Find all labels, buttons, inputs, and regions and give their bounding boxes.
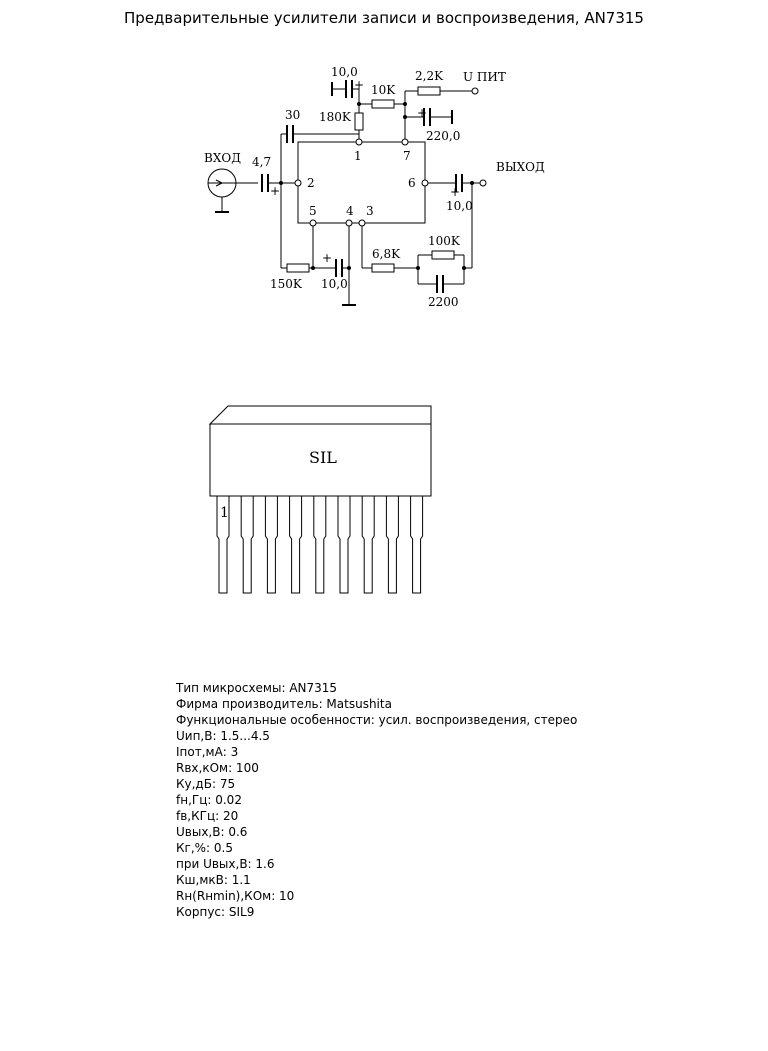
plus-sign: +: [450, 185, 461, 199]
pin1-label: 1: [220, 505, 229, 521]
package-lead: [362, 496, 374, 593]
supply-label: U ПИТ: [463, 70, 506, 84]
pin-number: 3: [366, 204, 374, 218]
specs-list: [176, 680, 577, 920]
package-lead: [411, 496, 423, 593]
c-fb-label: 30: [285, 108, 301, 122]
spec-line: Корпус: SIL9: [176, 905, 255, 919]
spec-line: Ку,дБ: 75: [176, 777, 236, 791]
spec-line: fв,КГц: 20: [176, 809, 239, 823]
spec-line: Кг,%: 0.5: [176, 841, 233, 855]
r-bias-label: 180K: [319, 110, 351, 124]
pin-number: 1: [354, 149, 362, 163]
spec-line: при Uвых,В: 1.6: [176, 857, 275, 871]
spec-line: fн,Гц: 0.02: [176, 793, 242, 807]
c-pin5-label: 10,0: [321, 277, 348, 291]
package-lead: [338, 496, 350, 593]
package-lead: [241, 496, 253, 593]
spec-line: Rвх,кОм: 100: [176, 761, 259, 775]
spec-line: Тип микросхемы: AN7315: [176, 681, 338, 695]
plus-sign: +: [322, 251, 333, 265]
r-eq1-label: 6,8K: [372, 247, 401, 261]
pin-number: 6: [408, 176, 416, 190]
package-name: SIL: [309, 448, 337, 467]
package-lead: [265, 496, 277, 593]
r-supply-label: 2,2K: [415, 69, 444, 83]
input-label: ВХОД: [204, 151, 241, 165]
spec-line: Rн(Rнmin),КОм: 10: [176, 889, 295, 903]
package-top: [210, 406, 431, 424]
spec-line: Фирма производитель: Matsushita: [176, 697, 392, 711]
pin-number: 2: [307, 176, 315, 190]
plus-sign: +: [354, 78, 365, 92]
spec-line: Кш,мкВ: 1.1: [176, 873, 251, 887]
r-eq2-label: 100K: [428, 234, 460, 248]
spec-line: Iпот,мА: 3: [176, 745, 239, 759]
page-title: Предварительные усилители записи и воспроизведения, AN7315: [124, 9, 644, 27]
c-eq-label: 2200: [428, 295, 459, 309]
package-lead: [314, 496, 326, 593]
r-fb-label: 150K: [270, 277, 302, 291]
pin-number: 4: [346, 204, 354, 218]
plus-sign: +: [270, 184, 281, 198]
spec-line: Uвых,В: 0.6: [176, 825, 248, 839]
r-top-label: 10K: [371, 83, 396, 97]
package-lead: [386, 496, 398, 593]
spec-line: Функциональные особенности: усил. воспроизведения, стерео: [176, 713, 578, 727]
package-leads: [217, 496, 423, 593]
c-in-label: 4,7: [252, 155, 272, 169]
package-lead: [290, 496, 302, 593]
pin-number: 7: [403, 149, 411, 163]
pin-number: 5: [309, 204, 317, 218]
spec-line: Uип,В: 1.5...4.5: [176, 729, 270, 743]
plus-sign: +: [417, 106, 428, 120]
c-supply-label: 220,0: [426, 129, 461, 143]
c-top-label: 10,0: [331, 65, 358, 79]
c-out-label: 10,0: [446, 199, 473, 213]
output-label: ВЫХОД: [496, 160, 545, 174]
